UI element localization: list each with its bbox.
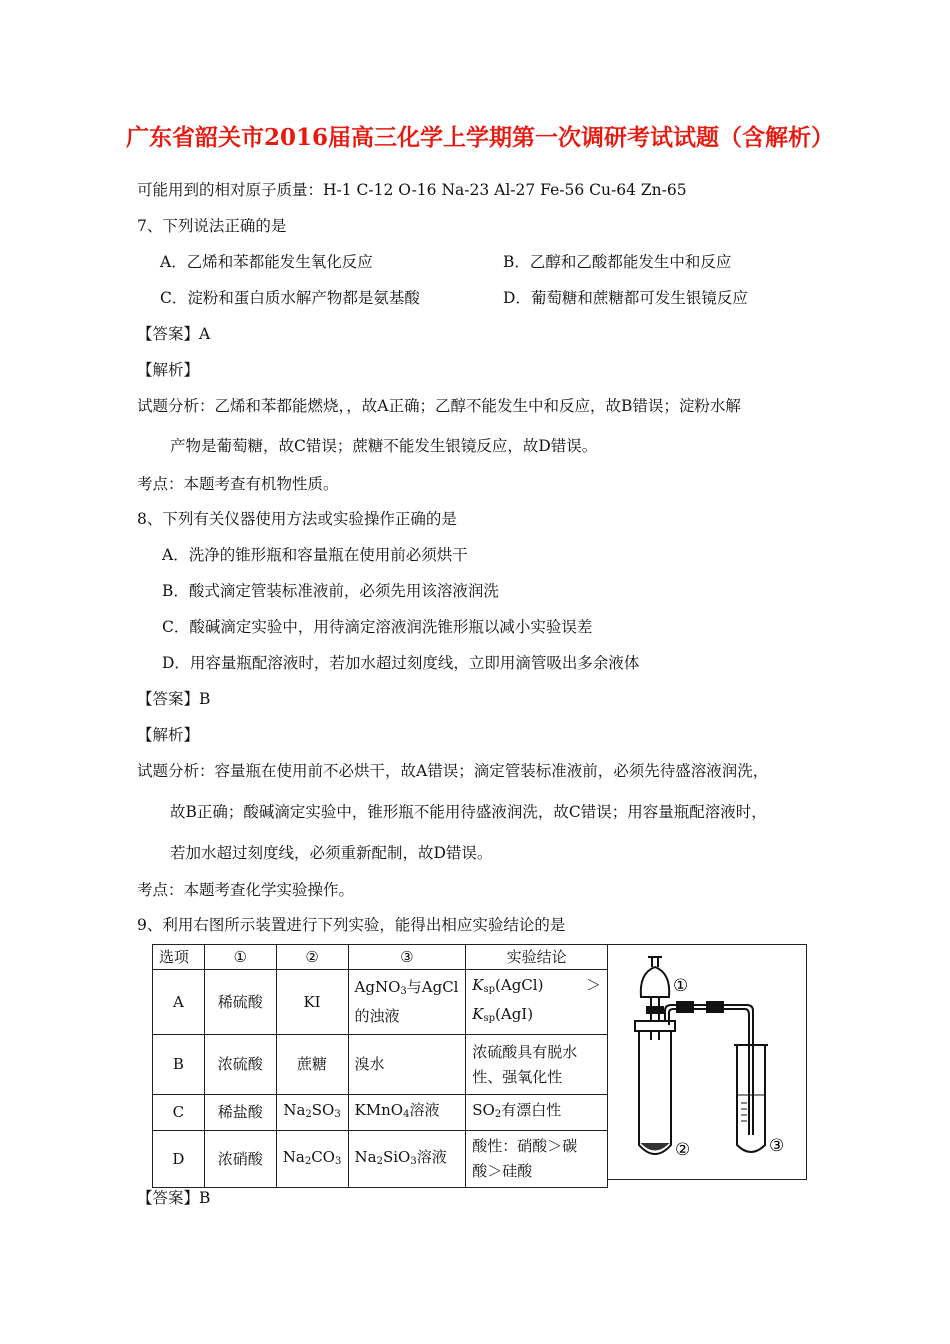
row-c-reagent-1: 稀盐酸	[204, 1095, 276, 1131]
row-c-reagent-2: $Na_2SO_3$	[276, 1095, 348, 1131]
row-c-conclusion: $SO_2$有漂白性	[466, 1095, 608, 1131]
q8-analysis-line3: 若加水超过刻度线，必须重新配制，故D错误。	[170, 844, 493, 862]
apparatus-diagram	[607, 944, 807, 1180]
row-d-option: D	[153, 1131, 205, 1188]
test-tube-2	[639, 1031, 671, 1154]
row-a-option: A	[153, 970, 205, 1035]
table-row	[153, 1095, 608, 1131]
label-2: ②	[675, 1140, 691, 1160]
q8-analysis-label: 【解析】	[137, 726, 200, 744]
q8-stem: 8、下列有关仪器使用方法或实验操作正确的是	[137, 510, 457, 528]
row-d-conclusion: 酸性：硝酸＞碳 酸＞硅酸	[466, 1131, 608, 1188]
q7-option-b: B．乙醇和乙酸都能发生中和反应	[503, 253, 732, 271]
q9-answer: 【答案】B	[137, 1189, 211, 1207]
atomic-masses: 可能用到的相对原子质量：H-1 C-12 O-16 Na-23 Al-27 Fe-56 Cu-64 Zn-65	[137, 181, 687, 199]
q7-point: 考点：本题考查有机物性质。	[137, 475, 339, 493]
row-a-reagent-3: AgNO$_3$与AgCl 的浊液	[348, 970, 466, 1035]
q7-option-c: C．淀粉和蛋白质水解产物都是氨基酸	[160, 289, 420, 307]
q8-option-b: B．酸式滴定管装标准液前，必须先用该溶液润洗	[162, 582, 499, 600]
q7-analysis-line1: 试题分析：乙烯和苯都能燃烧，，故A正确；乙醇不能发生中和反应，故B错误；淀粉水解	[137, 397, 741, 415]
table-row	[153, 1131, 608, 1188]
row-b-reagent-1: 浓硫酸	[204, 1035, 276, 1095]
q8-option-d: D．用容量瓶配溶液时，若加水超过刻度线，立即用滴管吸出多余液体	[162, 654, 640, 672]
test-tube-3	[737, 1045, 765, 1152]
table-row	[153, 1035, 608, 1095]
row-a-reagent-2: KI	[276, 970, 348, 1035]
apparatus-svg	[607, 945, 807, 1181]
q8-option-c: C．酸碱滴定实验中，用待滴定溶液润洗锥形瓶以减小实验误差	[162, 618, 593, 636]
header-conclusion: 实验结论	[466, 945, 608, 970]
header-reagent-3: ③	[348, 945, 466, 970]
q8-point: 考点：本题考查化学实验操作。	[137, 881, 355, 899]
label-1: ①	[673, 976, 689, 996]
row-b-reagent-3: 溴水	[348, 1035, 466, 1095]
header-reagent-1: ①	[204, 945, 276, 970]
q7-option-d: D．葡萄糖和蔗糖都可发生银镜反应	[503, 289, 748, 307]
header-reagent-2: ②	[276, 945, 348, 970]
table-row	[153, 970, 608, 1035]
row-d-reagent-3: $Na_2SiO_3$溶液	[348, 1131, 466, 1188]
q8-answer: 【答案】B	[137, 690, 211, 708]
q7-analysis-label: 【解析】	[137, 361, 200, 379]
table-header-row	[153, 945, 608, 970]
q7-option-a: A．乙烯和苯都能发生氧化反应	[160, 253, 373, 271]
row-d-reagent-2: $Na_2CO_3$	[276, 1131, 348, 1188]
row-b-option: B	[153, 1035, 205, 1095]
q9-table	[152, 944, 608, 1188]
row-b-reagent-2: 蔗糖	[276, 1035, 348, 1095]
row-a-reagent-1: 稀硫酸	[204, 970, 276, 1035]
q7-stem: 7、下列说法正确的是	[137, 217, 287, 235]
q7-answer: 【答案】A	[137, 325, 211, 343]
row-d-reagent-1: 浓硝酸	[204, 1131, 276, 1188]
row-c-option: C	[153, 1095, 205, 1131]
q7-analysis-line2: 产物是葡萄糖，故C错误；蔗糖不能发生银镜反应，故D错误。	[170, 437, 598, 455]
page-title: 广东省韶关市2016届高三化学上学期第一次调研考试试题（含解析）	[125, 124, 834, 151]
row-c-reagent-3: KMnO$_4$溶液	[348, 1095, 466, 1131]
q8-analysis-line1: 试题分析：容量瓶在使用前不必烘干，故A错误；滴定管装标准液前，必须先待盛溶液润洗，	[137, 762, 769, 780]
row-a-conclusion: $K_{sp}(AgCl)$ ＞ $K_{sp}(AgI)$	[466, 970, 608, 1035]
q8-option-a: A．洗净的锥形瓶和容量瓶在使用前必须烘干	[162, 546, 468, 564]
row-b-conclusion: 浓硫酸具有脱水 性、强氧化性	[466, 1035, 608, 1095]
header-option: 选项	[153, 945, 205, 970]
q9-stem: 9、利用右图所示装置进行下列实验，能得出相应实验结论的是	[137, 916, 566, 934]
separatory-funnel	[641, 967, 669, 997]
label-3: ③	[769, 1136, 785, 1156]
q8-analysis-line2: 故B正确；酸碱滴定实验中，锥形瓶不能用待盛液润洗，故C错误；用容量瓶配溶液时，	[170, 803, 767, 821]
